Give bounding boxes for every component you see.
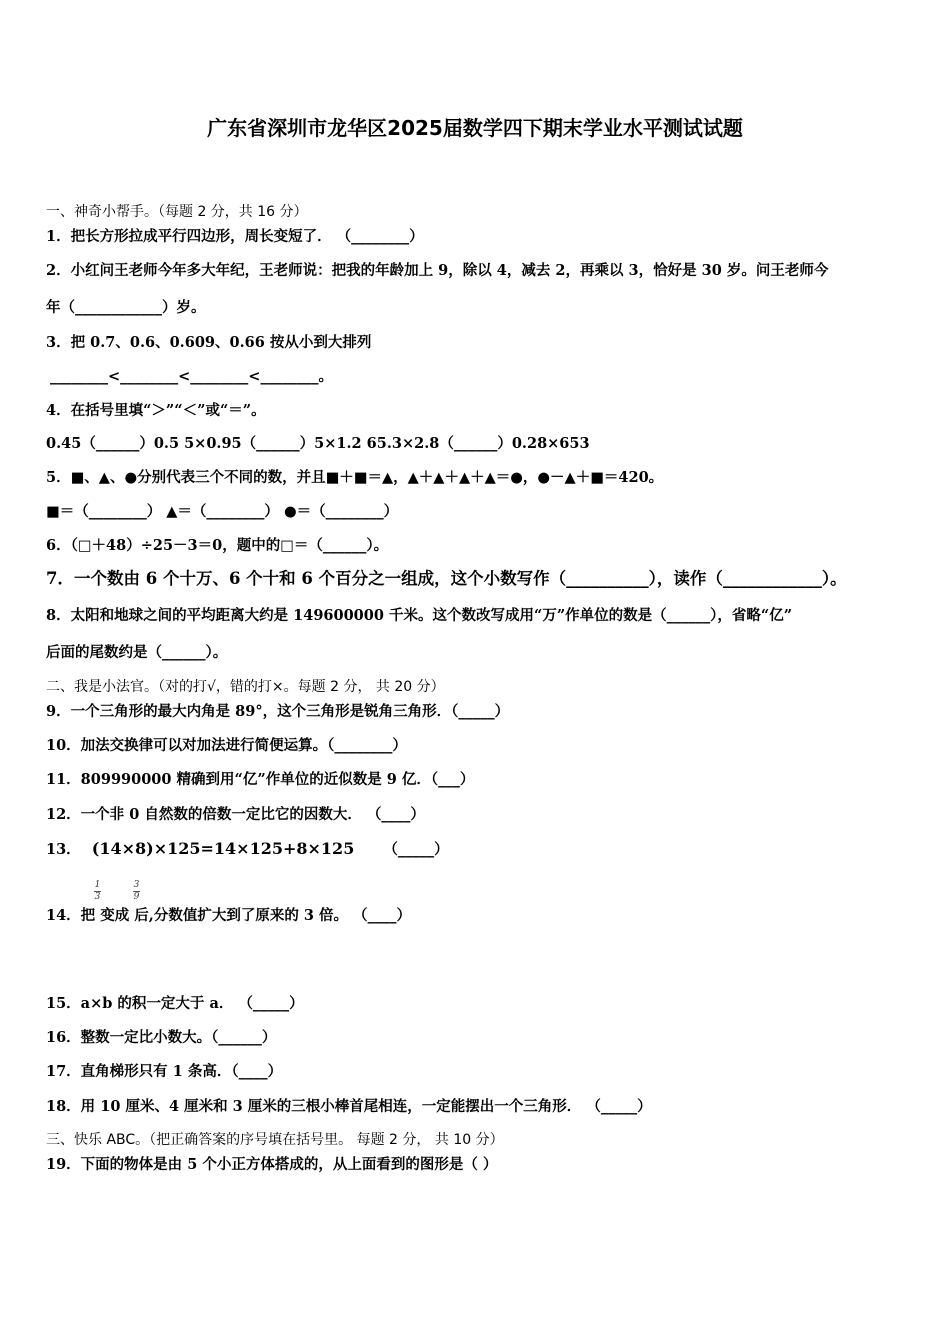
question-14: 14．把 变成 后,分数值扩大到了原来的 3 倍。 （____）: [46, 907, 412, 924]
question-16: 16．整数一定比小数大。（______）: [46, 1029, 277, 1046]
question-11: 11．809990000 精确到用“亿”作单位的近似数是 9 亿．（___）: [46, 771, 475, 788]
question-4-line-1: 4．在括号里填“＞”“＜”或“＝”。: [46, 402, 266, 419]
question-10: 10．加法交换律可以对加法进行简便运算。（________）: [46, 737, 407, 754]
question-3-line-2: ________<________<________<________。: [50, 368, 333, 385]
question-7: 7．一个数由 6 个十万、6 个十和 6 个百分之一组成，这个小数写作（__________），读作（____________）。: [46, 569, 847, 588]
question-15: 15．a×b 的积一定大于 a． （_____）: [46, 995, 304, 1012]
section-3-header: 三、快乐 ABC。（把正确答案的序号填在括号里。 每题 2 分， 共 10 分）: [46, 1132, 504, 1148]
question-18: 18．用 10 厘米、4 厘米和 3 厘米的三根小棒首尾相连，一定能摆出一个三角形． （_____）: [46, 1098, 652, 1115]
question-13-expression: (14×8)×125=14×125+8×125: [91, 839, 355, 858]
question-17: 17．直角梯形只有 1 条高．（____）: [46, 1063, 283, 1080]
fraction-2-denominator: 9: [133, 892, 140, 902]
question-12: 12．一个非 0 自然数的倍数一定比它的因数大． （____）: [46, 806, 425, 823]
fraction-1-numerator: 1: [94, 880, 101, 890]
page-title: 广东省深圳市龙华区2025届数学四下期末学业水平测试试题: [207, 116, 743, 140]
fraction-1-denominator: 3: [94, 892, 101, 902]
fraction-2-numerator: 3: [133, 880, 140, 890]
question-5-line-1: 5．■、▲、●分别代表三个不同的数，并且■＋■＝▲，▲＋▲＋▲＋▲＝●，●－▲＋■＝420。: [46, 469, 664, 486]
question-1: 1．把长方形拉成平行四边形，周长变短了． （________）: [46, 228, 424, 245]
question-13-number: 13．: [46, 841, 81, 858]
question-19: 19．下面的物体是由 5 个小正方体搭成的，从上面看到的图形是（ ）: [46, 1156, 498, 1173]
question-3-line-1: 3．把 0.7、0.6、0.609、0.66 按从小到大排列: [46, 334, 372, 351]
question-4-line-2: 0.45（______）0.5 5×0.95（______）5×1.2 65.3×2.8（______）0.28×653: [46, 435, 590, 452]
question-5-line-2: ■＝（________） ▲＝（________） ●＝（________）: [46, 503, 399, 520]
question-8-line-2: 后面的尾数约是（______）。: [46, 644, 228, 661]
fraction-one-third: [94, 881, 101, 902]
question-13-blank: （_____）: [383, 841, 449, 858]
question-6: 6．（□＋48）÷25－3＝0，题中的□＝（______）。: [46, 537, 389, 554]
section-2-header: 二、我是小法官。（对的打√，错的打×。每题 2 分， 共 20 分）: [46, 679, 445, 695]
section-1-header: 一、神奇小帮手。（每题 2 分，共 16 分）: [46, 204, 308, 220]
question-13: [46, 839, 449, 860]
question-2-line-1: 2．小红问王老师今年多大年纪，王老师说：把我的年龄加上 9，除以 4，减去 2，再乘以 3，恰好是 30 岁。问王老师今: [46, 262, 829, 279]
question-2-line-2: 年（____________）岁。: [46, 299, 206, 316]
question-8-line-1: 8．太阳和地球之间的平均距离大约是 149600000 千米。这个数改写成用“万”作单位的数是（______），省略“亿”: [46, 607, 793, 624]
fraction-three-ninths: [133, 881, 140, 902]
question-9: 9．一个三角形的最大内角是 89°，这个三角形是锐角三角形．（_____）: [46, 703, 510, 720]
